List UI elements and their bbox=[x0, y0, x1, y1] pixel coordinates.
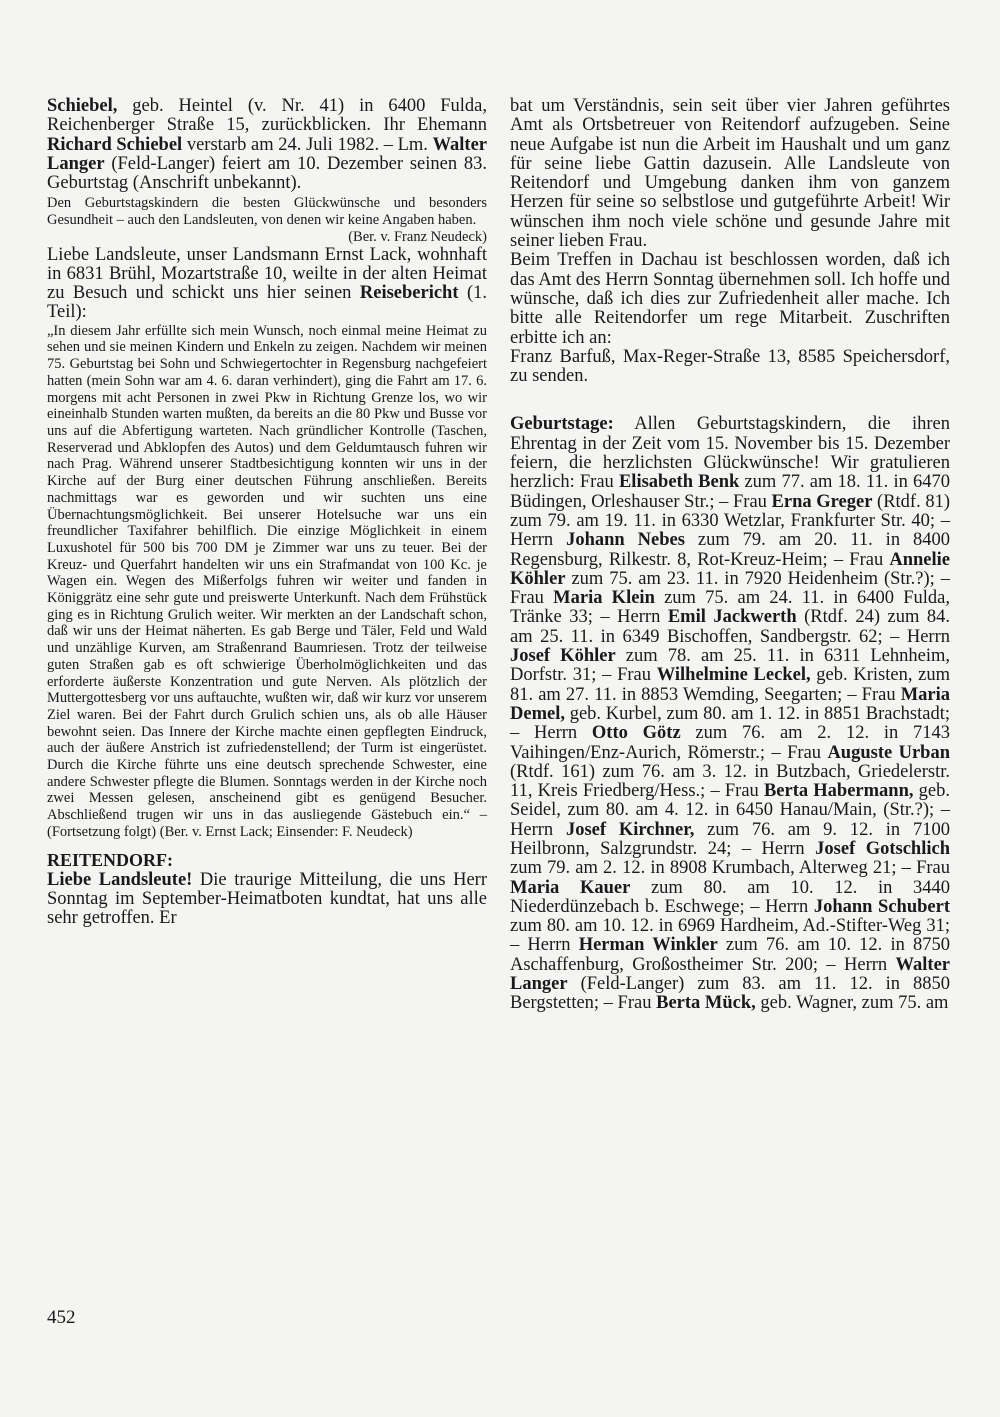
person-name: Richard Schiebel bbox=[47, 134, 183, 155]
reitendorf-continued: bat um Verständnis, sein seit über vier Jahren geführtes Amt als Ortsbetreuer von Reitendorf aufzugeben. Seine neue Aufgabe ist nun die Arbeit im Haushalt und um ganz für seine liebe Gattin dazusein. Alle Landsleute von Reitendorf und Umgebung danken ihm von ganzem Herzen für seine so selbstlose und gutgeführte Arbeit! Wir wünschen ihm noch viele schöne und gesunde Jahre mit seiner lieben Frau. bbox=[510, 96, 950, 252]
right-column bbox=[510, 97, 950, 1014]
travel-report-body: „In diesem Jahr erfüllte sich mein Wunsch, noch einmal meine Heimat zu sehen und sie meinen Kindern und Enkeln zu zeigen. Nachdem wir meinen 75. Geburtstag bei Sohn und Schwiegertochter in Regensburg nachgefeiert hatten (mein Sohn war am 4. 6. daran verhindert), ging die Fahrt am 17. 6. morgens mit acht Personen in zwei Pkw in Richtung Grenze los, wo wir eineinhalb Stunden warten mußten, da bereits an die 80 Pkw und Busse vor uns auf die Abfertigung warteten. Nach gründlicher Kontrolle (Taschen, Reserverad und Abklopfen des Autos) und dem Geldumtausch fuhren wir nach Prag. Während unserer Stadtbesichtigung konnten wir uns in der Kirche auf der Burg einer deutschen Führung anschließen. Bereits nachmittags war es geworden und wir suchten uns eine Übernachtungsmöglichkeit. Bei unserer Hotelsuche war uns ein freundlicher Taxifahrer behilflich. Die einzige Möglichkeit in einem Luxushotel für 500 bis 700 DM je Zimmer war uns zu teuer. Bei der Kreuz- und Querfahrt handelten wir uns ein Strafmandat von 100 Kc. je Wagen ein. Wegen des Mißerfolgs fuhren wir weiter und fanden in Königgrätz eine sehr gute und preiswerte Unterkunft. Nach dem Frühstück ging es in Richtung Grulich weiter. Wir merkten an der Landschaft schon, daß wir uns der Heimat näherten. Es gab Berge und Täler, Feld und Wald und unzählige Kurven, am Straßenrand Baumriesen. Trotz der teilweise guten Straßen gab es oft schwierige Überholmöglichkeiten und das erforderte äußerste Konzentration und gute Nerven. Als plötzlich der Muttergottesberg vor uns auftauchte, wußten wir, daß wir kurz vor unserem Ziel waren. Bei der Fahrt durch Grulich schien uns, als ob alle Häuser bewohnt seien. Das Innere der Kirche machte einen gepflegten Eindruck, auch der äußere Anstrich ist zufriedenstellend; der Turm ist eingerüstet. Durch die Kirche führte uns eine deutsch sprechende Schwester, eine andere Schwester pflegte die Blumen. Sonntags werden in der Kirche noch zwei Messen gelesen, anscheinend gibt es genügend Besucher. Abschließend trugen wir uns in das ausliegende Gästebuch ein.“ – (Fortsetzung folgt) (Ber. v. Ernst Lack; Einsender: F. Neudeck) bbox=[47, 322, 487, 840]
birthdays-list: Geburtstage: Allen Geburtstagskindern, die ihren Ehrentag in der Zeit vom 15. November bis 15. Dezember feiern, die herzlichsten Glückwünsche! Wir gratulieren herzlich: Frau Elisabeth Benk zum 77. am 18. 11. in 6470 Büdingen, Orleshauser Str.; – Frau Erna Greger (Rtdf. 81) zum 79. am 19. 11. in 6330 Wetzlar, Frankfurter Str. 40; – Herrn Johann Nebes zum 79. am 20. 11. in 8400 Regensburg, Rilkestr. 8, Rot-Kreuz-Heim; – Frau Annelie Köhler zum 75. am 23. 11. in 7920 Heidenheim (Str.?); – Frau Maria Klein zum 75. am 24. 11. in 6400 Fulda, Tränke 33; – Herrn Emil Jackwerth (Rtdf. 24) zum 84. am 25. 11. in 6349 Bischoffen, Sandbergstr. 62; – Herrn Josef Köhler zum 78. am 25. 11. in 6311 Lehnheim, Dorfstr. 31; – Frau Wilhelmine Leckel, geb. Kristen, zum 81. am 27. 11. in 8853 Wemding, Seegarten; – Frau Maria Demel, geb. Kurbel, zum 80. am 1. 12. in 8851 Brachstadt; – Herrn Otto Götz zum 76. am 2. 12. in 7143 Vaihingen/Enz-Aurich, Römerstr.; – Frau Auguste Urban (Rtdf. 161) zum 76. am 3. 12. in Butzbach, Griedelerstr. 11, Kreis Friedberg/Hess.; – Frau Berta Habermann, geb. Seidel, zum 80. am 4. 12. in 6450 Hanau/Main, (Str.?); – Herrn Josef Kirchner, zum 76. am 9. 12. in 7100 Heilbronn, Salzgrundstr. 24; – Herrn Josef Gotschlich zum 79. am 2. 12. in 8908 Krumbach, Alterweg 21; – Frau Maria Kauer zum 80. am 10. 12. in 3440 Niederdünzebach b. Eschwege; – Herrn Johann Schubert zum 80. am 10. 12. in 6969 Hardheim, Ad.-Stifter-Weg 31; – Herrn Herman Winkler zum 76. am 10. 12. in 8750 Aschaffenburg, Großostheimer Str. 200; – Herrn Walter Langer (Feld-Langer) zum 83. am 11. 12. in 8850 Bergstetten; – Frau Berta Mück, geb. Wagner, zum 75. am bbox=[510, 414, 951, 1014]
person-name: Schiebel, bbox=[47, 96, 118, 116]
birthday-paragraph-end: Schiebel, geb. Heintel (v. Nr. 41) in 6400 Fulda, Reichenberger Straße 15, zurückblicken. Ihr Ehemann Richard Schiebel verstarb am 24. Juli 1982. – Lm. Walter Langer (Feld-Langer) feiert am 10. Dezember seinen 83. Geburtstag (Anschrift unbekannt). bbox=[47, 96, 488, 194]
travel-report-title: Reisebericht bbox=[359, 283, 459, 304]
person-name: Walter Langer bbox=[47, 134, 488, 174]
page-number: 452 bbox=[47, 1307, 76, 1328]
section-heading: REITENDORF: bbox=[47, 849, 174, 870]
wishes-note: Den Geburtstagskindern die besten Glückwünsche und besonders Gesundheit – auch den Landsleuten, von denen wir keine Angaben haben. bbox=[47, 195, 487, 229]
new-caretaker-paragraph: Beim Treffen in Dachau ist beschlossen worden, daß ich das Amt des Herrn Sonntag übernehmen soll. Ich hoffe und wünsche, daß ich dies zur Zufriedenheit aller mache. Ich bitte alle Reitendorfer um rege Mitarbeit. Zuschriften erbitte ich an: bbox=[510, 250, 950, 348]
reporter-credit: (Ber. v. Franz Neudeck) bbox=[348, 228, 487, 245]
contact-address: Franz Barfuß, Max-Reger-Straße 13, 8585 Speichersdorf, zu senden. bbox=[510, 346, 950, 387]
birthdays-label: Geburtstage: bbox=[510, 414, 614, 435]
reitendorf-intro: Liebe Landsleute! Die traurige Mitteilung, die uns Herr Sonntag im September-Heimatboten kundtat, hat uns alle sehr getroffen. Er bbox=[47, 869, 487, 929]
travel-intro: Liebe Landsleute, unser Landsmann Ernst Lack, wohnhaft in 6831 Brühl, Mozartstraße 10, weilte in der alten Heimat zu Besuch und schickt uns hier seinen Reisebericht (1. Teil): bbox=[47, 244, 487, 323]
left-column bbox=[47, 97, 487, 928]
